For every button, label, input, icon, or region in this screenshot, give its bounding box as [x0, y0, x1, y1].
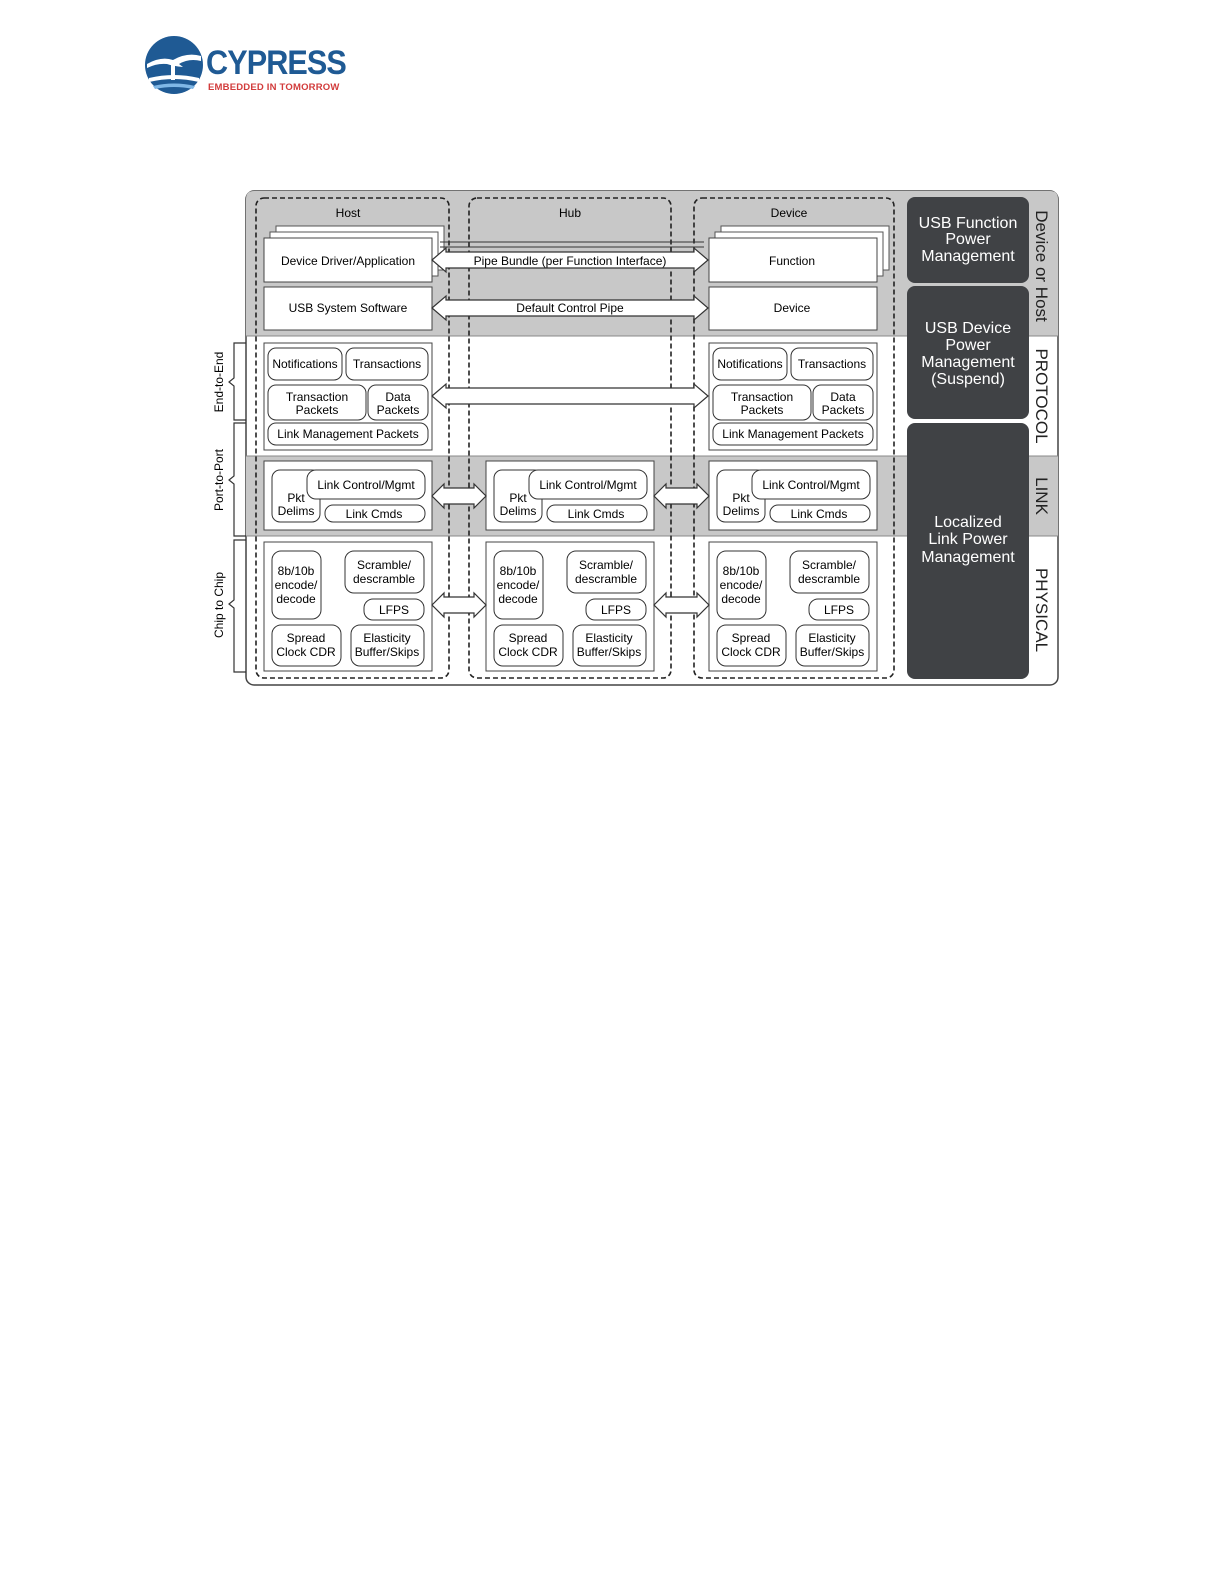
port-to-port-label: Port-to-Port — [212, 448, 226, 512]
device-transaction-packets-line1: Transaction — [730, 390, 794, 404]
physical-arrow-hub-device — [654, 593, 709, 617]
device-driver-label: Device Driver/Application — [280, 254, 416, 268]
host-link-mgmt-packets-label: Link Management Packets — [277, 427, 419, 441]
device-pm-line3: Management — [921, 354, 1015, 371]
hub-spread-clock-line2: Clock CDR — [498, 645, 558, 659]
chip-to-chip-label: Chip to Chip — [212, 571, 226, 639]
host-link-cmds-label: Link Cmds — [345, 507, 403, 521]
host-pkt-delims-line2: Delims — [277, 504, 315, 518]
host-spread-clock-line1: Spread — [286, 631, 326, 645]
host-notifications-label: Notifications — [272, 357, 338, 371]
protocol-end-to-end-arrow — [432, 384, 708, 408]
hub-scramble-line1: Scramble/ — [578, 558, 634, 572]
hub-pkt-delims-line2: Delims — [499, 504, 537, 518]
device-link-mgmt-packets-label: Link Management Packets — [722, 427, 864, 441]
device-encode-line2: encode/ — [719, 578, 763, 592]
host-column-title: Host — [335, 206, 361, 220]
host-lfps-label: LFPS — [378, 603, 410, 617]
link-pm-line2: Link Power — [928, 531, 1008, 548]
function-pm-line1: USB Function — [918, 215, 1018, 232]
host-transaction-packets-line2: Packets — [295, 403, 339, 417]
link-arrow-host-hub — [432, 484, 486, 508]
device-encode-line1: 8b/10b — [722, 564, 760, 578]
hub-scramble-line2: descramble — [574, 572, 638, 586]
device-pm-line4: (Suspend) — [931, 371, 1005, 388]
function-label: Function — [768, 254, 816, 268]
host-data-packets-line1: Data — [385, 390, 411, 404]
hub-link-group — [486, 461, 654, 530]
link-pm-line1: Localized — [934, 514, 1002, 531]
host-physical-group — [264, 542, 432, 671]
host-scramble-line1: Scramble/ — [356, 558, 412, 572]
device-pkt-delims-line1: Pkt — [732, 491, 750, 505]
layer-link-label: LINK — [1032, 477, 1051, 515]
device-elasticity-line2: Buffer/Skips — [799, 645, 865, 659]
pipe-bundle-label: Pipe Bundle (per Function Interface) — [473, 254, 667, 268]
hub-link-cmds-label: Link Cmds — [567, 507, 625, 521]
hub-encode-line3: decode — [498, 592, 538, 606]
device-column-title: Device — [770, 206, 808, 220]
function-pm-line2: Power — [945, 231, 991, 248]
device-pkt-delims-line2: Delims — [722, 504, 760, 518]
hub-link-control-label: Link Control/Mgmt — [539, 478, 637, 492]
host-transaction-packets-line1: Transaction — [285, 390, 349, 404]
host-link-group — [264, 461, 432, 530]
default-control-pipe-label: Default Control Pipe — [516, 301, 624, 315]
logo-wordmark: CYPRESS — [206, 44, 346, 82]
usb-system-software-label: USB System Software — [288, 301, 408, 315]
device-notifications-label: Notifications — [717, 357, 783, 371]
device-spread-clock-line1: Spread — [731, 631, 771, 645]
hub-lfps-label: LFPS — [600, 603, 632, 617]
host-encode-line2: encode/ — [274, 578, 318, 592]
hub-column-title: Hub — [558, 206, 582, 220]
host-spread-clock-line2: Clock CDR — [276, 645, 336, 659]
hub-elasticity-line2: Buffer/Skips — [576, 645, 642, 659]
device-link-control-label: Link Control/Mgmt — [762, 478, 860, 492]
device-pm-line1: USB Device — [924, 320, 1012, 337]
host-elasticity-line2: Buffer/Skips — [354, 645, 420, 659]
logo-tagline: EMBEDDED IN TOMORROW — [208, 82, 340, 93]
hub-pkt-delims-line1: Pkt — [509, 491, 527, 505]
host-transactions-label: Transactions — [352, 357, 422, 371]
device-label: Device — [773, 301, 811, 315]
device-transaction-packets-line2: Packets — [740, 403, 784, 417]
usb-architecture-diagram — [0, 0, 1224, 720]
device-link-group — [709, 461, 877, 530]
device-link-cmds-label: Link Cmds — [790, 507, 848, 521]
device-lfps-label: LFPS — [823, 603, 855, 617]
host-data-packets-line2: Packets — [376, 403, 420, 417]
device-elasticity-line1: Elasticity — [808, 631, 856, 645]
hub-encode-line1: 8b/10b — [499, 564, 537, 578]
device-data-packets-line1: Data — [830, 390, 856, 404]
host-encode-line1: 8b/10b — [277, 564, 315, 578]
physical-arrow-host-hub — [432, 593, 486, 617]
hub-spread-clock-line1: Spread — [508, 631, 548, 645]
layer-device-or-host-label: Device or Host — [1032, 210, 1051, 322]
host-elasticity-line1: Elasticity — [363, 631, 411, 645]
end-to-end-label: End-to-End — [212, 351, 226, 413]
host-pkt-delims-line1: Pkt — [287, 491, 305, 505]
device-scramble-line1: Scramble/ — [801, 558, 857, 572]
device-spread-clock-line2: Clock CDR — [721, 645, 781, 659]
device-data-packets-line2: Packets — [821, 403, 865, 417]
host-link-control-label: Link Control/Mgmt — [317, 478, 415, 492]
device-transactions-label: Transactions — [797, 357, 867, 371]
hub-physical-group — [486, 542, 654, 671]
device-scramble-line2: descramble — [797, 572, 861, 586]
host-encode-line3: decode — [276, 592, 316, 606]
hub-elasticity-line1: Elasticity — [585, 631, 633, 645]
layer-protocol-label: PROTOCOL — [1032, 348, 1051, 444]
left-brackets — [229, 343, 246, 672]
device-physical-group — [709, 542, 877, 671]
hub-encode-line2: encode/ — [496, 578, 540, 592]
layer-physical-label: PHYSICAL — [1032, 567, 1051, 653]
link-pm-line3: Management — [921, 549, 1015, 566]
device-encode-line3: decode — [721, 592, 761, 606]
function-pm-line3: Management — [921, 248, 1015, 265]
device-pm-line2: Power — [945, 337, 991, 354]
link-arrow-hub-device — [654, 484, 709, 508]
host-scramble-line2: descramble — [352, 572, 416, 586]
